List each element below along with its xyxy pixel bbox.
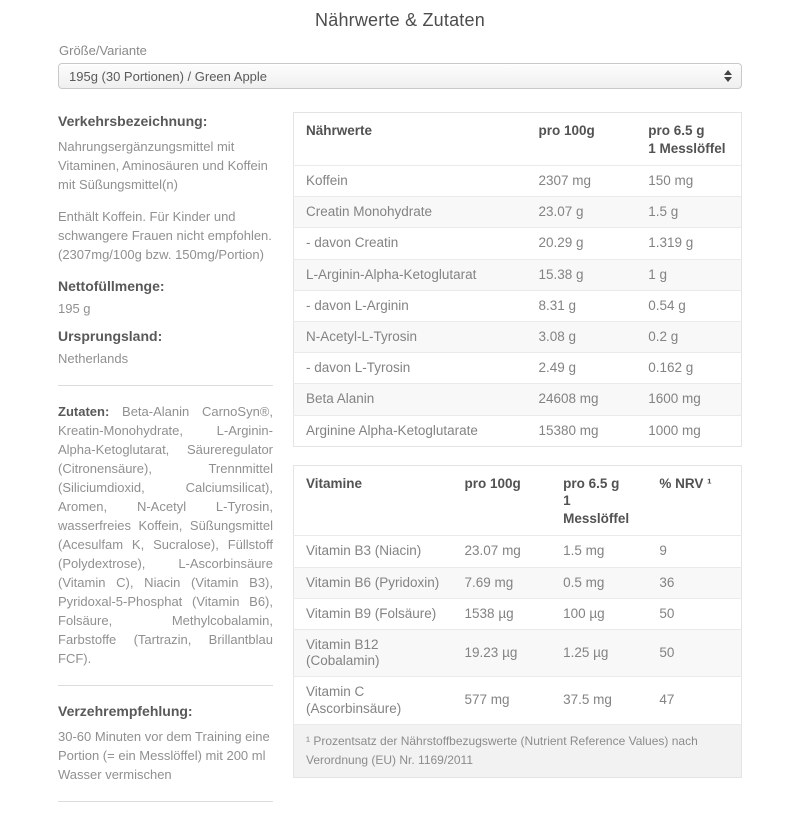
table-cell: 0.5 mg <box>551 567 647 598</box>
table-row <box>294 415 742 446</box>
table-row <box>294 166 742 197</box>
table-row <box>294 322 742 353</box>
origin-heading: Ursprungsland: <box>58 328 163 344</box>
table-header-cell: Nährwerte <box>306 123 373 138</box>
table-cell: N-Acetyl-L-Tyrosin <box>294 322 527 353</box>
table-cell: 0.54 g <box>636 290 741 321</box>
variant-select[interactable] <box>58 63 742 89</box>
nutrition-table <box>293 112 742 447</box>
variant-select-value: 195g (30 Portionen) / Green Apple <box>69 68 268 84</box>
table-cell: 8.31 g <box>526 290 636 321</box>
vitamins-table <box>293 465 742 778</box>
header-line: 1 Messlöffel <box>563 493 630 526</box>
table-cell: 3.08 g <box>526 322 636 353</box>
consumption-text: 30-60 Minuten vor dem Training eine Portion (= ein Messlöffel) mit 200 ml Wasser vermischen <box>58 729 270 782</box>
table-cell: Vitamin C (Ascorbinsäure) <box>294 677 453 724</box>
table-cell: 20.29 g <box>526 228 636 259</box>
caffeine-warning-text: Enthält Koffein. Für Kinder und schwangere Frauen nicht empfohlen. (2307mg/100g bzw. 150mg/Portion) <box>58 209 272 262</box>
header-line: pro 6.5 g <box>563 475 620 491</box>
vitamins-table-head <box>294 465 742 536</box>
table-header-row <box>294 113 742 166</box>
ingredients-text: Beta-Alanin CarnoSyn®, Kreatin-Monohydrate, L-Arginin-Alpha-Ketoglutarat, Säureregulator (Citronensäure), Trennmittel (Siliciumdioxid, Calciumsilicat), Aromen, N-Acetyl L-Tyrosin, wasserfreies Koffein, Süßungsmittel (Acesulfam K, Sucralose), Füllstoff (Polydextrose), L-Ascorbinsäure (Vitamin C), Niacin (Vitamin B3), Pyridoxal-5-Phosphat (Vitamin B6), Folsäure, Methylcobalamin, Farbstoffe (Tartrazin, Brillantblau FCF). <box>58 404 273 666</box>
header-line: 1 Messlöffel <box>648 140 726 156</box>
consumption-heading: Verzehrempfehlung: <box>58 703 193 719</box>
table-cell: 2307 mg <box>526 166 636 197</box>
table-cell: - davon L-Tyrosin <box>294 353 527 384</box>
table-cell: 0.2 g <box>636 322 741 353</box>
table-cell: 1.319 g <box>636 228 741 259</box>
table-cell: Creatin Monohydrate <box>294 197 527 228</box>
table-row <box>294 629 742 676</box>
table-cell: 1.5 g <box>636 197 741 228</box>
trade-name-heading: Verkehrsbezeichnung: <box>58 113 208 129</box>
table-cell: 15380 mg <box>526 415 636 446</box>
content-area <box>58 112 742 818</box>
table-cell: 36 <box>647 567 741 598</box>
table-cell: Vitamin B3 (Niacin) <box>294 536 453 567</box>
table-row <box>294 259 742 290</box>
table-header-cell: pro 100g <box>538 123 595 138</box>
nutrition-table-body <box>294 166 742 447</box>
net-quantity-heading: Nettofüllmenge: <box>58 278 165 294</box>
product-info-column <box>58 112 273 818</box>
table-cell: 37.5 mg <box>551 677 647 724</box>
footnote-row <box>294 724 742 777</box>
table-header-cell: % NRV ¹ <box>659 475 712 491</box>
origin-value: Netherlands <box>58 351 129 366</box>
page-title: Nährwerte & Zutaten <box>315 10 485 30</box>
table-header-row <box>294 465 742 536</box>
vitamins-table-footer <box>294 724 742 777</box>
arrow-up-icon <box>724 70 732 75</box>
table-cell: Koffein <box>294 166 527 197</box>
divider <box>58 385 273 386</box>
table-row <box>294 536 742 567</box>
table-row <box>294 228 742 259</box>
ingredients-label: Zutaten: <box>58 404 110 419</box>
table-header-cell <box>551 465 647 536</box>
table-cell: 577 mg <box>453 677 552 724</box>
table-cell: 50 <box>647 598 741 629</box>
table-header-cell: pro 100g <box>464 475 521 491</box>
table-cell: - davon Creatin <box>294 228 527 259</box>
table-cell: 1600 mg <box>636 384 741 415</box>
divider <box>58 685 273 686</box>
table-cell: Vitamin B6 (Pyridoxin) <box>294 567 453 598</box>
header-line: pro 6.5 g <box>648 123 705 138</box>
divider <box>58 801 273 802</box>
nrv-footnote: ¹ Prozentsatz der Nährstoffbezugswerte (Nutrient Reference Values) nach Verordnung (EU) Nr. 1169/2011 <box>294 724 742 777</box>
table-cell: 7.69 mg <box>453 567 552 598</box>
table-cell: 23.07 mg <box>453 536 552 567</box>
table-cell: 150 mg <box>636 166 741 197</box>
updown-arrows-icon <box>724 70 732 82</box>
table-cell: Vitamin B12 (Cobalamin) <box>294 629 453 676</box>
table-cell: 0.162 g <box>636 353 741 384</box>
table-cell: 9 <box>647 536 741 567</box>
table-cell: 1000 mg <box>636 415 741 446</box>
table-cell: Vitamin B9 (Folsäure) <box>294 598 453 629</box>
tables-column <box>293 112 742 778</box>
table-cell: 1.5 mg <box>551 536 647 567</box>
nutrition-table-head <box>294 113 742 166</box>
table-row <box>294 353 742 384</box>
table-cell: 15.38 g <box>526 259 636 290</box>
table-cell: Beta Alanin <box>294 384 527 415</box>
table-row <box>294 567 742 598</box>
arrow-down-icon <box>724 77 732 82</box>
table-row <box>294 197 742 228</box>
table-cell: Arginine Alpha-Ketoglutarate <box>294 415 527 446</box>
table-row <box>294 384 742 415</box>
vitamins-table-body <box>294 536 742 724</box>
table-row <box>294 677 742 724</box>
table-cell: 47 <box>647 677 741 724</box>
table-cell: 2.49 g <box>526 353 636 384</box>
variant-label: Größe/Variante <box>59 43 147 58</box>
table-header-cell <box>636 113 741 166</box>
table-header-cell: Vitamine <box>306 475 363 491</box>
table-cell: 1538 µg <box>453 598 552 629</box>
table-cell: 1.25 µg <box>551 629 647 676</box>
table-row <box>294 598 742 629</box>
table-cell: L-Arginin-Alpha-Ketoglutarat <box>294 259 527 290</box>
table-cell: 50 <box>647 629 741 676</box>
table-cell: 1 g <box>636 259 741 290</box>
table-cell: 24608 mg <box>526 384 636 415</box>
table-cell: 100 µg <box>551 598 647 629</box>
origin-section <box>58 327 273 368</box>
net-quantity-value: 195 g <box>58 301 91 316</box>
table-cell: 23.07 g <box>526 197 636 228</box>
table-cell: 19.23 µg <box>453 629 552 676</box>
trade-name-text: Nahrungsergänzungsmittel mit Vitaminen, Aminosäuren und Koffein mit Süßungsmittel(n) <box>58 139 268 192</box>
table-row <box>294 290 742 321</box>
table-cell: - davon L-Arginin <box>294 290 527 321</box>
net-quantity-section <box>58 277 273 318</box>
ingredients-paragraph <box>58 402 273 668</box>
